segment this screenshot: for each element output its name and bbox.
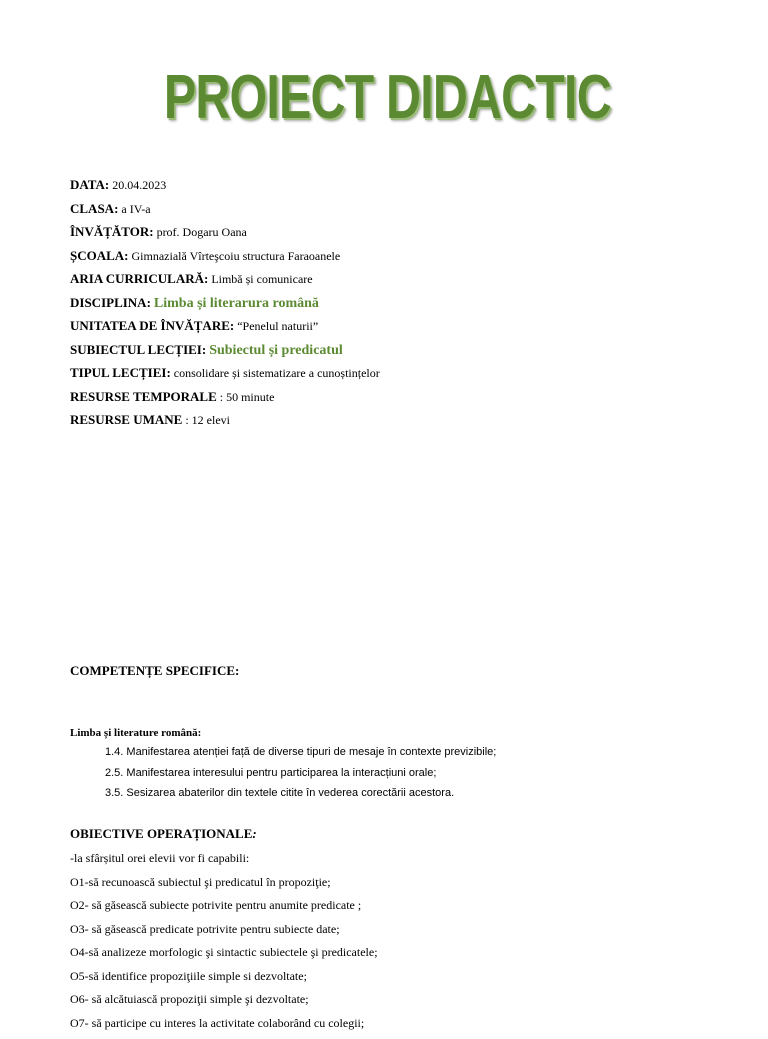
competente-subheading: Limba și literature română: — [70, 727, 201, 739]
info-label: ȘCOALA: — [70, 248, 129, 263]
info-row — [70, 342, 380, 366]
info-value: : 12 elevi — [185, 413, 230, 427]
obiectiv-item: O1-să recunoască subiectul şi predicatul în propoziţie; — [70, 875, 378, 899]
info-value: Gimnazială Vîrteşcoiu structura Faraoanele — [132, 249, 341, 263]
info-row — [70, 389, 380, 413]
obiectiv-item: O3- să găsească predicate potrivite pentru subiecte date; — [70, 922, 378, 946]
competenta-item: 2.5. Manifestarea interesului pentru participarea la interacțiuni orale; — [105, 767, 496, 788]
info-value: Limba și literarura română — [154, 296, 319, 311]
info-label: SUBIECTUL LECȚIEI: — [70, 342, 206, 357]
info-row — [70, 412, 380, 436]
info-label: RESURSE TEMPORALE — [70, 389, 217, 404]
obiectiv-item: O7- să participe cu interes la activitate colaborând cu colegii; — [70, 1016, 378, 1039]
info-row — [70, 318, 380, 342]
competente-heading: COMPETENȚE SPECIFICE: — [70, 663, 239, 679]
info-label: ARIA CURRICULARĂ: — [70, 271, 208, 286]
info-label: ÎNVĂȚĂTOR: — [70, 224, 154, 239]
info-value: : 50 minute — [220, 390, 275, 404]
obiective-heading-colon: : — [252, 826, 256, 841]
info-label: DATA: — [70, 177, 109, 192]
obiective-heading-text: OBIECTIVE OPERAȚIONALE — [70, 826, 252, 841]
info-value: “Penelul naturii” — [237, 319, 318, 333]
obiective-heading — [70, 826, 257, 842]
info-label: TIPUL LECȚIEI: — [70, 365, 171, 380]
obiectiv-item: O2- să găsească subiecte potrivite pentru anumite predicate ; — [70, 898, 378, 922]
obiectiv-item: O6- să alcătuiască propoziţii simple şi dezvoltate; — [70, 992, 378, 1016]
info-row — [70, 295, 380, 319]
document-title: PROIECT DIDACTIC — [88, 62, 687, 133]
info-row — [70, 201, 380, 225]
info-value: Limbă și comunicare — [211, 272, 312, 286]
obiective-list — [70, 851, 378, 1039]
obiectiv-item: O5-să identifice propoziţiile simple si dezvoltate; — [70, 969, 378, 993]
info-row — [70, 177, 380, 201]
competenta-item: 3.5. Sesizarea abaterilor din textele citite în vederea corectării acestora. — [105, 787, 496, 808]
info-row — [70, 248, 380, 272]
info-value: a IV-a — [121, 202, 150, 216]
info-value: prof. Dogaru Oana — [157, 225, 247, 239]
info-value: Subiectul și predicatul — [209, 343, 343, 358]
lesson-info — [70, 177, 380, 436]
info-label: RESURSE UMANE — [70, 412, 182, 427]
obiectiv-item: O4-să analizeze morfologic şi sintactic subiectele şi predicatele; — [70, 945, 378, 969]
info-row — [70, 224, 380, 248]
info-label: DISCIPLINA: — [70, 295, 151, 310]
obiectiv-item: -la sfârșitul orei elevii vor fi capabili: — [70, 851, 378, 875]
info-value: 20.04.2023 — [112, 178, 166, 192]
info-row — [70, 365, 380, 389]
info-row — [70, 271, 380, 295]
competente-list — [105, 746, 496, 808]
competenta-item: 1.4. Manifestarea atenției față de diverse tipuri de mesaje în contexte previzibile; — [105, 746, 496, 767]
info-value: consolidare și sistematizare a cunoștințelor — [174, 366, 380, 380]
info-label: UNITATEA DE ÎNVĂȚARE: — [70, 318, 234, 333]
info-label: CLASA: — [70, 201, 118, 216]
